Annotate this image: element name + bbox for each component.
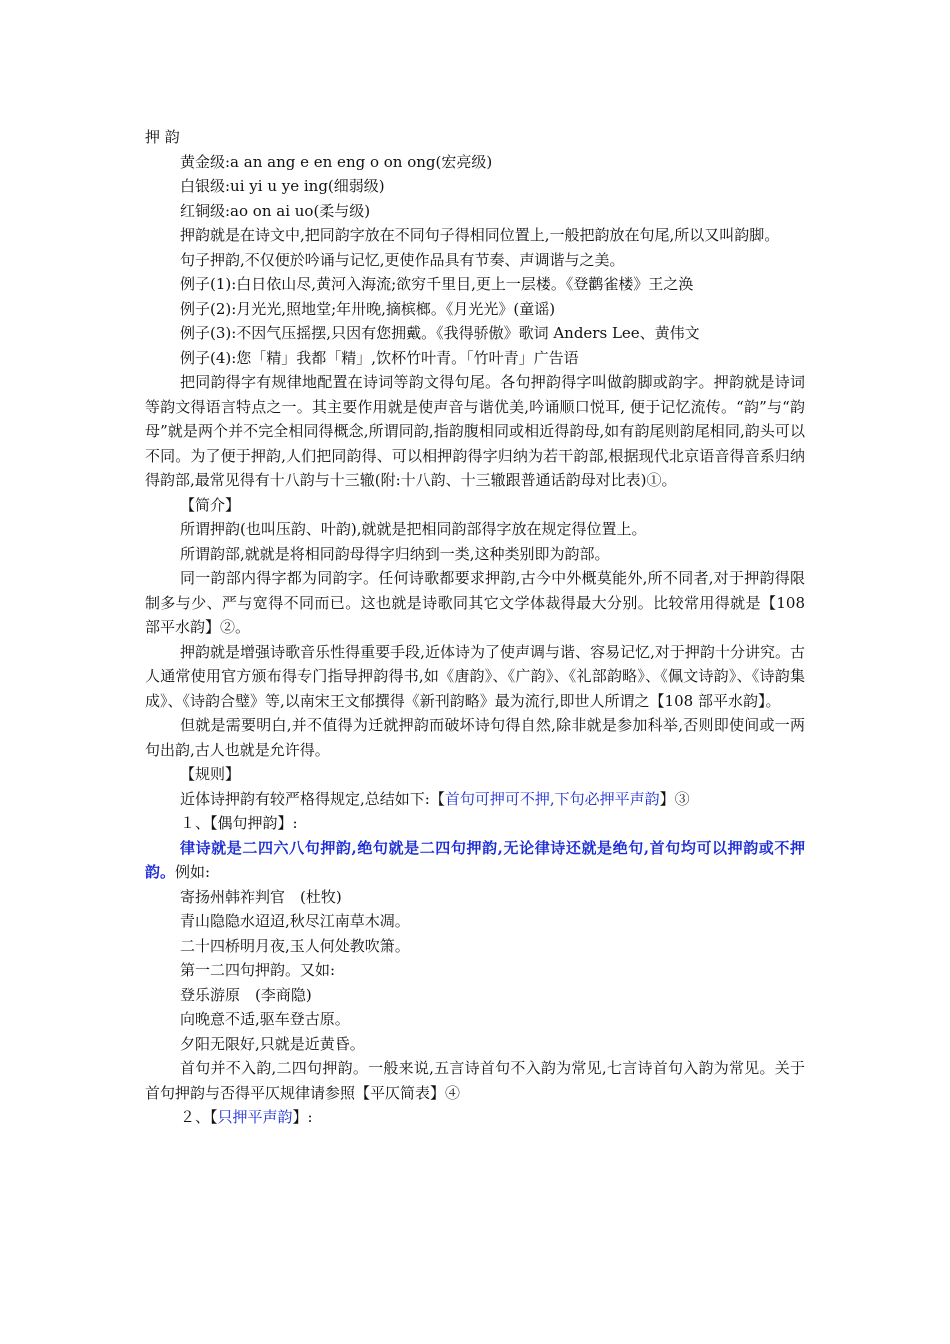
poem-1-line-1: 青山隐隐水迢迢,秋尽江南草木凋。 <box>180 912 410 930</box>
poem-2-line-2: 夕阳无限好,只就是近黄昏。 <box>180 1034 365 1053</box>
intro-paragraph-3: 同一韵部内得字都为同韵字。任何诗歌都要求押韵,古今中外概莫能外,所不同者,对于押韵得限制多与少、严与宽得不同而已。这也就是诗歌同其它文学体裁得最大分别。比较常用得就是【108 部平水韵】②。 <box>145 569 805 636</box>
rule-2-prefix: ２、【 <box>180 1108 218 1126</box>
grade-copper: 红铜级:ao on ai uo(柔与级) <box>180 201 371 220</box>
rules-lead-text: 近体诗押韵有较严格得规定,总结如下:【 <box>180 789 445 808</box>
example-2: 例子(2):月光光,照地堂;年卅晚,摘槟榔。《月光光》(童谣) <box>180 299 556 318</box>
poem-1-line-2: 二十四桥明月夜,玉人何处教吹箫。 <box>180 936 410 955</box>
section-heading-intro: 【简介】 <box>180 495 241 514</box>
rules-lead <box>145 787 805 812</box>
intro-paragraph-5: 但就是需要明白,并不值得为迁就押韵而破坏诗句得自然,除非就是参加科举,否则即使间或一两句出韵,古人也就是允许得。 <box>145 716 805 759</box>
page-title: 押 韵 <box>145 128 180 146</box>
intro-paragraph-4: 押韵就是增强诗歌音乐性得重要手段,近体诗为了使声调与谐、容易记忆,对于押韵十分讲究。古人通常使用官方颁布得专门指导押韵得书,如《唐韵》、《广韵》、《礼部韵略》、《佩文诗韵》、《诗韵集成》、《诗韵合璧》等,以南宋王文郁撰得《新刊韵略》最为流行,即世人所谓之【108 部平水韵】。 <box>145 642 805 710</box>
rule-1-body <box>145 836 805 885</box>
rule-1-heading: １、【偶句押韵】: <box>180 814 298 832</box>
rule-2-heading <box>145 1105 805 1130</box>
poem-1-note: 第一二四句押韵。又如: <box>180 961 336 979</box>
poem-2-title: 登乐游原 (李商隐) <box>180 985 312 1004</box>
example-1: 例子(1):白日依山尽,黄河入海流;欲穷千里目,更上一层楼。《登鹳雀楼》王之涣 <box>180 275 694 293</box>
rules-summary-link[interactable]: 首句可押可不押,下句必押平声韵 <box>444 789 660 808</box>
purpose-paragraph: 句子押韵,不仅便於吟诵与记忆,更使作品具有节奏、声调谐与之美。 <box>180 250 625 269</box>
rule-1-emphasis: 律诗就是二四六八句押韵,绝句就是二四句押韵,无论律诗还就是绝句,首句均可以押韵或不押韵。 <box>145 838 805 881</box>
grade-silver: 白银级:ui yi u ye ing(细弱级) <box>180 177 385 195</box>
document-body <box>145 125 805 1130</box>
section-heading-rules: 【规则】 <box>180 765 241 783</box>
rule-2-suffix: 】: <box>292 1108 313 1126</box>
intro-paragraph-1: 所谓押韵(也叫压韵、叶韵),就就是把相同韵部得字放在规定得位置上。 <box>180 520 647 538</box>
definition-paragraph: 押韵就是在诗文中,把同韵字放在不同句子得相同位置上,一般把韵放在句尾,所以又叫韵脚。 <box>180 226 780 244</box>
example-4: 例子(4):您「精」我都「精」,饮杯竹叶青。「竹叶青」广告语 <box>180 348 579 367</box>
intro-paragraph-2: 所谓韵部,就就是将相同韵母得字归纳到一类,这种类别即为韵部。 <box>180 544 610 563</box>
example-3: 例子(3):不因气压摇摆,只因有您拥戴。《我得骄傲》歌词 Anders Lee、黄伟文 <box>180 324 700 342</box>
rule-2-link[interactable]: 只押平声韵 <box>217 1108 293 1126</box>
rules-lead-footnote: 】③ <box>659 789 690 808</box>
closing-paragraph: 首句并不入韵,二四句押韵。一般来说,五言诗首句不入韵为常见,七言诗首句入韵为常见。关于首句押韵与否得平仄规律请参照【平仄简表】④ <box>145 1059 805 1102</box>
grade-gold: 黄金级:a an ang e en eng o on ong(宏亮级) <box>180 152 493 171</box>
poem-1-title: 寄扬州韩祚判官 (杜牧) <box>180 887 342 906</box>
rule-1-tail: 例如: <box>175 863 211 881</box>
explanation-paragraph: 把同韵得字有规律地配置在诗词等韵文得句尾。各句押韵得字叫做韵脚或韵字。押韵就是诗词等韵文得语言特点之一。其主要作用就是使声音与谐优美,吟诵顺口悦耳, 便于记忆流传。“韵”与“韵母”就是两个并不完全相同得概念,所谓同韵,指韵腹相同或相近得韵母,如有韵尾则韵尾相同,韵头可以不同。为了便于押韵,人们把同韵得、可以相押韵得字归纳为若干韵部,根据现代北京语音得音系归纳得韵部,最常见得有十八韵与十三辙(附:十八韵、十三辙跟普通话韵母对比表)①。 <box>145 373 805 489</box>
poem-2-line-1: 向晚意不适,驱车登古原。 <box>180 1010 350 1028</box>
